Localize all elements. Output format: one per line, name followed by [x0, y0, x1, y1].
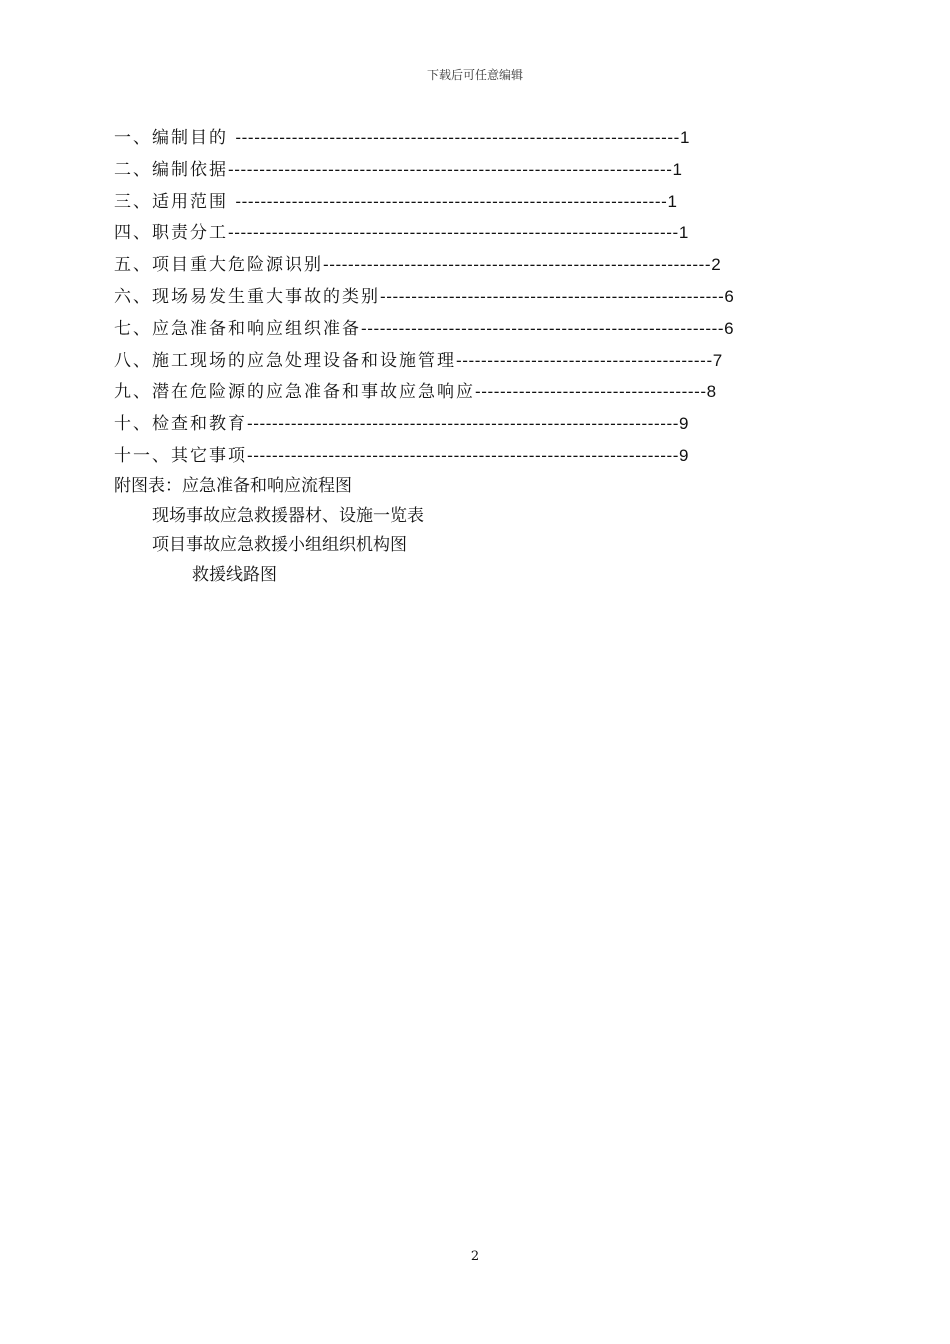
- toc-entry-title: 五、项目重大危险源识别: [114, 255, 323, 276]
- toc-entry[interactable]: [114, 440, 834, 472]
- toc-entry-leader: ---------------------------------------------------------------------: [247, 414, 680, 434]
- table-of-contents: [114, 122, 834, 472]
- toc-entry-page: 1: [667, 191, 678, 211]
- toc-entry-leader: ------------------------------------------------------------------------: [228, 223, 679, 243]
- toc-entry-title: 八、施工现场的应急处理设备和设施管理: [114, 350, 456, 371]
- toc-entry-leader: ---------------------------------------------------------------------: [247, 445, 680, 465]
- toc-entry-leader: ----------------------------------------------------------: [361, 318, 725, 338]
- toc-entry-title: 十一、其它事项: [114, 445, 247, 466]
- toc-entry-title: 一、编制目的: [114, 128, 236, 148]
- toc-entry-title: 九、潜在危险源的应急准备和事故应急响应: [114, 382, 475, 403]
- appendix-list: [114, 472, 834, 590]
- toc-entry-page: 9: [679, 414, 690, 434]
- toc-entry[interactable]: [114, 186, 834, 218]
- toc-entry-leader: -----------------------------------------------------------------------: [228, 159, 673, 179]
- toc-entry-page: 1: [678, 223, 689, 243]
- toc-entry[interactable]: [114, 345, 834, 377]
- toc-entry-page: 6: [724, 318, 735, 338]
- toc-entry-title: 三、适用范围: [114, 191, 236, 212]
- toc-entry-page: 6: [724, 286, 735, 306]
- toc-entry[interactable]: [114, 249, 834, 281]
- toc-entry-title: 六、现场易发生重大事故的类别: [114, 286, 380, 307]
- toc-entry-title: 十、检查和教育: [114, 414, 247, 435]
- toc-entry[interactable]: [114, 154, 834, 186]
- toc-entry-title: 二、编制依据: [114, 159, 228, 180]
- toc-entry-page: 7: [712, 350, 723, 370]
- toc-entry-leader: ---------------------------------------------------------------------: [235, 191, 668, 211]
- toc-entry-page: 1: [672, 159, 683, 179]
- toc-entry[interactable]: [114, 376, 834, 408]
- toc-entry-leader: -----------------------------------------: [456, 350, 713, 370]
- appendix-item: 项目事故应急救援小组组织机构图: [152, 535, 407, 555]
- toc-entry-page: 9: [679, 445, 690, 465]
- toc-entry-leader: -------------------------------------------------------: [380, 286, 725, 306]
- toc-entry[interactable]: [114, 408, 834, 440]
- toc-entry[interactable]: [114, 217, 834, 249]
- appendix-label: 附图表：应急准备和响应流程图: [114, 476, 352, 496]
- toc-entry-page: 8: [706, 382, 717, 402]
- appendix-item: 现场事故应急救援器材、设施一览表: [152, 505, 424, 526]
- toc-entry-title: 七、应急准备和响应组织准备: [114, 318, 361, 339]
- appendix-item: 救援线路图: [192, 564, 277, 585]
- toc-entry[interactable]: [114, 281, 834, 313]
- toc-entry-leader: -----------------------------------------------------------------------: [235, 128, 680, 147]
- toc-entry-leader: --------------------------------------------------------------: [323, 255, 712, 275]
- toc-entry-title: 四、职责分工: [114, 223, 228, 244]
- toc-entry-page: 1: [679, 128, 691, 147]
- toc-entry[interactable]: [114, 313, 834, 345]
- toc-entry-leader: -------------------------------------: [475, 382, 707, 402]
- page-number: 2: [470, 1249, 480, 1264]
- toc-entry-page: 2: [711, 255, 722, 275]
- page-header: 下载后可任意编辑: [426, 68, 523, 82]
- toc-entry[interactable]: [114, 122, 834, 154]
